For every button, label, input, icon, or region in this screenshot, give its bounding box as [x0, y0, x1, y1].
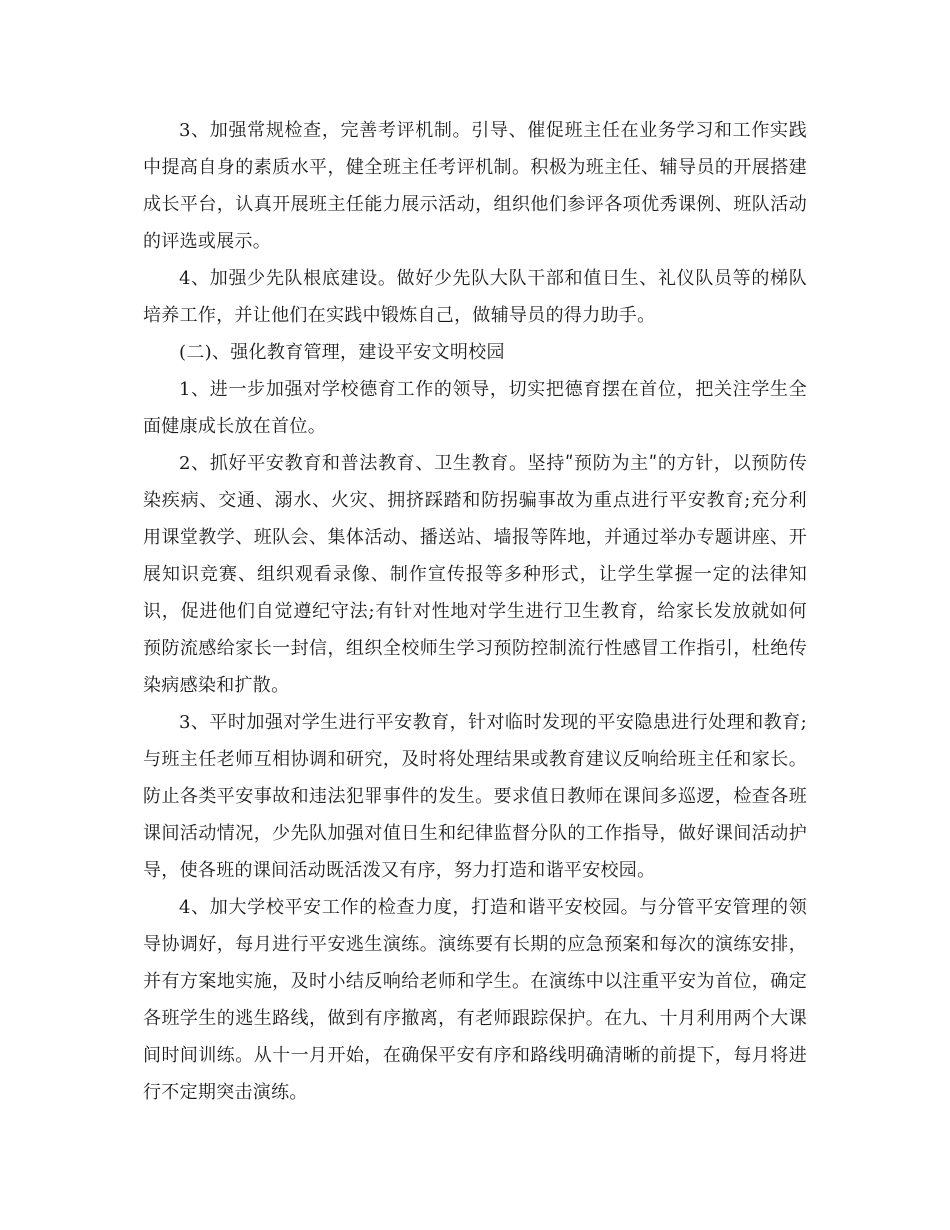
paragraph-1-moral-education: 1、进一步加强对学校德育工作的领导，切实把德育摆在首位，把关注学生全面健康成长放在首位。 — [143, 379, 807, 437]
paragraph-4-safety-drills: 4、加大学校平安工作的检查力度，打造和谐平安校园。与分管平安管理的领导协调好，每月进行平安逃生演练。演练要有长期的应急预案和每次的演练安排，并有方案地实施，及时小结反响给老师和学生。在演练中以注重平安为首位，确定各班学生的逃生路线，做到有序撤离，有老师跟踪保护。在九、十月利用两个大课间时间训练。从十一月开始，在确保平安有序和路线明确清晰的前提下，每月将进行不定期突击演练。 — [143, 897, 807, 1103]
section-heading-safety-management: (二)、强化教育管理，建设平安文明校园 — [179, 342, 505, 363]
paragraph-4-young-pioneers: 4、加强少先队根底建设。做好少先队大队干部和值日生、礼仪队员等的梯队培养工作，并让他们在实践中锻炼自己，做辅导员的得力助手。 — [143, 268, 807, 326]
paragraph-3-routine-inspection: 3、加强常规检查，完善考评机制。引导、催促班主任在业务学习和工作实践中提高自身的素质水平，健全班主任考评机制。积极为班主任、辅导员的开展搭建成长平台，认真开展班主任能力展示活动，组织他们参评各项优秀课例、班队活动的评选或展示。 — [143, 120, 807, 252]
document-body — [143, 112, 807, 1111]
paragraph-2-safety-education: 2、抓好平安教育和普法教育、卫生教育。坚持ʺ预防为主ʺ的方针，以预防传染疾病、交通、溺水、火灾、拥挤踩踏和防拐骗事故为重点进行平安教育;充分利用课堂教学、班队会、集体活动、播送站、墙报等阵地，并通过举办专题讲座、开展知识竞赛、组织观看录像、制作宣传报等多种形式，让学生掌握一定的法律知识，促进他们自觉遵纪守法;有针对性地对学生进行卫生教育，给家长发放就如何预防流感给家长一封信，组织全校师生学习预防控制流行性感冒工作指引，杜绝传染病感染和扩散。 — [143, 453, 807, 696]
paragraph-3-daily-safety: 3、平时加强对学生进行平安教育，针对临时发现的平安隐患进行处理和教育;与班主任老师互相协调和研究，及时将处理结果或教育建议反响给班主任和家长。防止各类平安事故和违法犯罪事件的发生。要求值日教师在课间多巡逻，检查各班课间活动情况，少先队加强对值日生和纪律监督分队的工作指导，做好课间活动护导，使各班的课间活动既活泼又有序，努力打造和谐平安校园。 — [143, 712, 807, 881]
